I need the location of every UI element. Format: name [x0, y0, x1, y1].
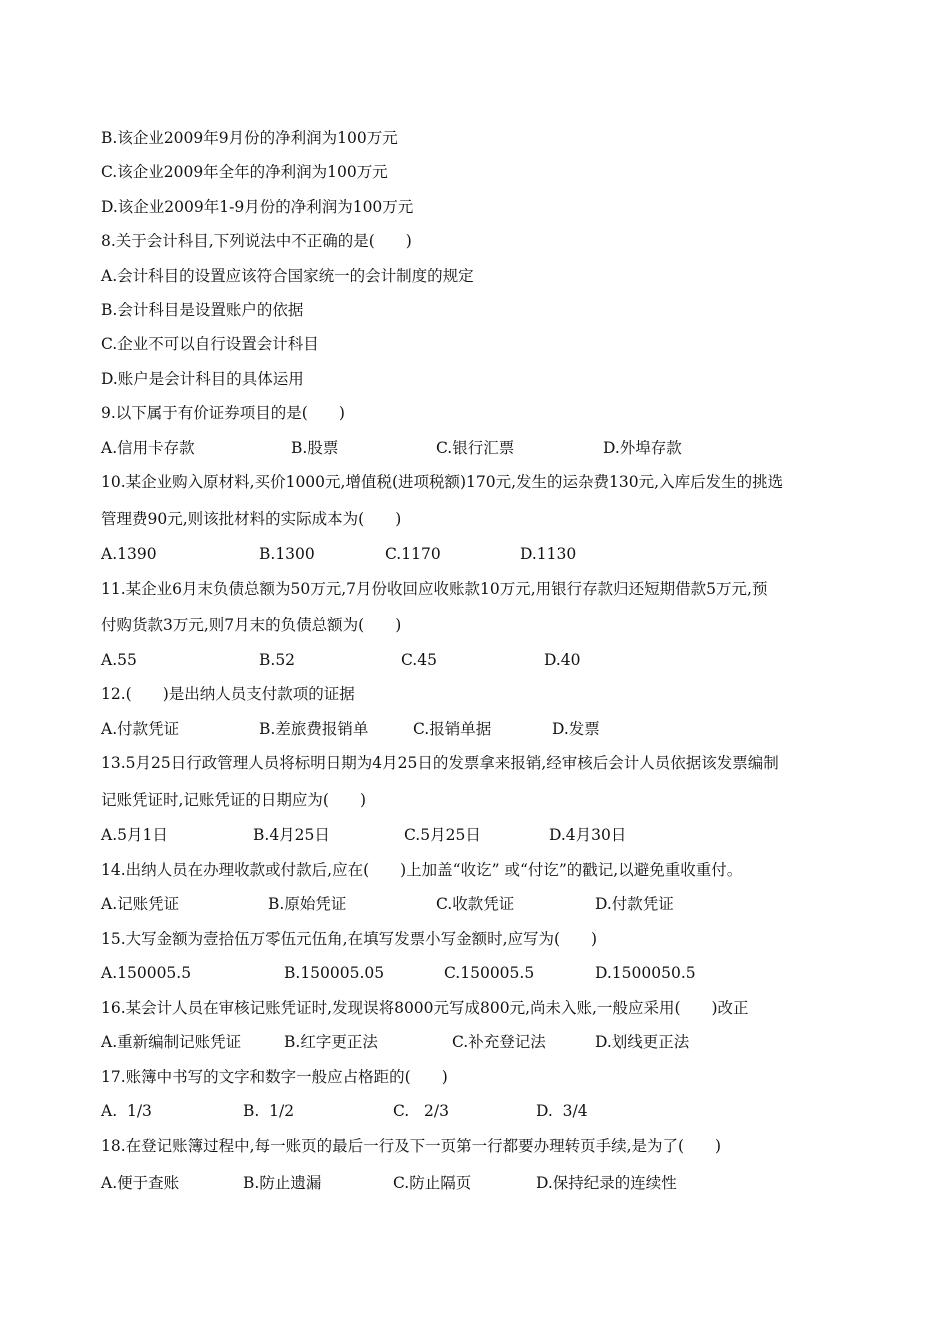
- q17-option-b: B. 1/2: [243, 1102, 295, 1120]
- q17-option-c: C. 2/3: [393, 1102, 449, 1120]
- q13-option-a: A.5月1日: [101, 826, 168, 844]
- q14-option-d: D.付款凭证: [595, 895, 674, 913]
- q11-option-c: C.45: [401, 651, 437, 669]
- q8-option-d: D.账户是会计科目的具体运用: [101, 370, 304, 388]
- q10-option-c: C.1170: [385, 545, 441, 563]
- question-10-line-2: 管理费90元,则该批材料的实际成本为( ): [101, 510, 402, 528]
- q15-option-b: B.150005.05: [284, 964, 385, 982]
- q16-option-a: A.重新编制记账凭证: [101, 1033, 242, 1051]
- question-18: 18.在登记账簿过程中,每一账页的最后一行及下一页第一行都要办理转页手续,是为了( ): [101, 1137, 722, 1155]
- q12-option-a: A.付款凭证: [101, 720, 180, 738]
- question-13-line-1: 13.5月25日行政管理人员将标明日期为4月25日的发票拿来报销,经审核后会计人员依据该发票编制: [101, 754, 779, 772]
- q12-option-d: D.发票: [552, 720, 600, 738]
- q9-option-a: A.信用卡存款: [101, 439, 195, 457]
- q8-option-c: C.企业不可以自行设置会计科目: [101, 335, 319, 353]
- q9-option-c: C.银行汇票: [436, 439, 515, 457]
- question-11-line-1: 11.某企业6月末负债总额为50万元,7月份收回应收账款10万元,用银行存款归还短期借款5万元,预: [101, 580, 768, 598]
- q11-option-d: D.40: [544, 651, 581, 669]
- q7-option-b: B.该企业2009年9月份的净利润为100万元: [101, 129, 398, 147]
- q9-option-b: B.股票: [291, 439, 339, 457]
- q15-option-c: C.150005.5: [444, 964, 535, 982]
- q10-option-d: D.1130: [520, 545, 577, 563]
- question-10-line-1: 10.某企业购入原材料,买价1000元,增值税(进项税额)170元,发生的运杂费130元,入库后发生的挑选: [101, 473, 784, 491]
- q14-option-b: B.原始凭证: [268, 895, 347, 913]
- q11-option-b: B.52: [259, 651, 296, 669]
- question-14: 14.出纳人员在办理收款或付款后,应在( )上加盖“收讫” 或“付讫”的戳记,以避免重收重付。: [101, 861, 743, 879]
- q18-option-d: D.保持纪录的连续性: [536, 1174, 677, 1192]
- q8-option-a: A.会计科目的设置应该符合国家统一的会计制度的规定: [101, 267, 474, 285]
- q13-option-c: C.5月25日: [404, 826, 481, 844]
- q13-option-b: B.4月25日: [253, 826, 330, 844]
- q17-option-d: D. 3/4: [536, 1102, 588, 1120]
- q10-option-a: A.1390: [101, 545, 157, 563]
- q12-option-c: C.报销单据: [413, 720, 492, 738]
- question-11-line-2: 付购货款3万元,则7月末的负债总额为( ): [101, 616, 402, 634]
- q14-option-c: C.收款凭证: [436, 895, 515, 913]
- q15-option-a: A.150005.5: [101, 964, 192, 982]
- q18-option-c: C.防止隔页: [393, 1174, 472, 1192]
- q8-option-b: B.会计科目是设置账户的依据: [101, 301, 304, 319]
- question-17: 17.账簿中书写的文字和数字一般应占格距的( ): [101, 1068, 448, 1086]
- question-16: 16.某会计人员在审核记账凭证时,发现误将8000元写成800元,尚未入账,一般应采用( )改正: [101, 999, 749, 1017]
- q14-option-a: A.记账凭证: [101, 895, 180, 913]
- q16-option-c: C.补充登记法: [452, 1033, 546, 1051]
- q7-option-c: C.该企业2009年全年的净利润为100万元: [101, 163, 388, 181]
- q15-option-d: D.1500050.5: [595, 964, 696, 982]
- question-9: 9.以下属于有价证券项目的是( ): [101, 404, 345, 422]
- q9-option-d: D.外埠存款: [603, 439, 682, 457]
- q13-option-d: D.4月30日: [549, 826, 627, 844]
- q16-option-d: D.划线更正法: [595, 1033, 690, 1051]
- question-15: 15.大写金额为壹拾伍万零伍元伍角,在填写发票小写金额时,应写为( ): [101, 930, 598, 948]
- question-12: 12.( )是出纳人员支付款项的证据: [101, 685, 355, 703]
- q16-option-b: B.红字更正法: [284, 1033, 378, 1051]
- q18-option-a: A.便于查账: [101, 1174, 180, 1192]
- q12-option-b: B.差旅费报销单: [259, 720, 369, 738]
- q10-option-b: B.1300: [259, 545, 315, 563]
- q18-option-b: B.防止遗漏: [243, 1174, 322, 1192]
- q17-option-a: A. 1/3: [101, 1102, 152, 1120]
- q7-option-d: D.该企业2009年1-9月份的净利润为100万元: [101, 198, 414, 216]
- q11-option-a: A.55: [101, 651, 137, 669]
- question-13-line-2: 记账凭证时,记账凭证的日期应为( ): [101, 791, 367, 809]
- question-8: 8.关于会计科目,下列说法中不正确的是( ): [101, 232, 412, 250]
